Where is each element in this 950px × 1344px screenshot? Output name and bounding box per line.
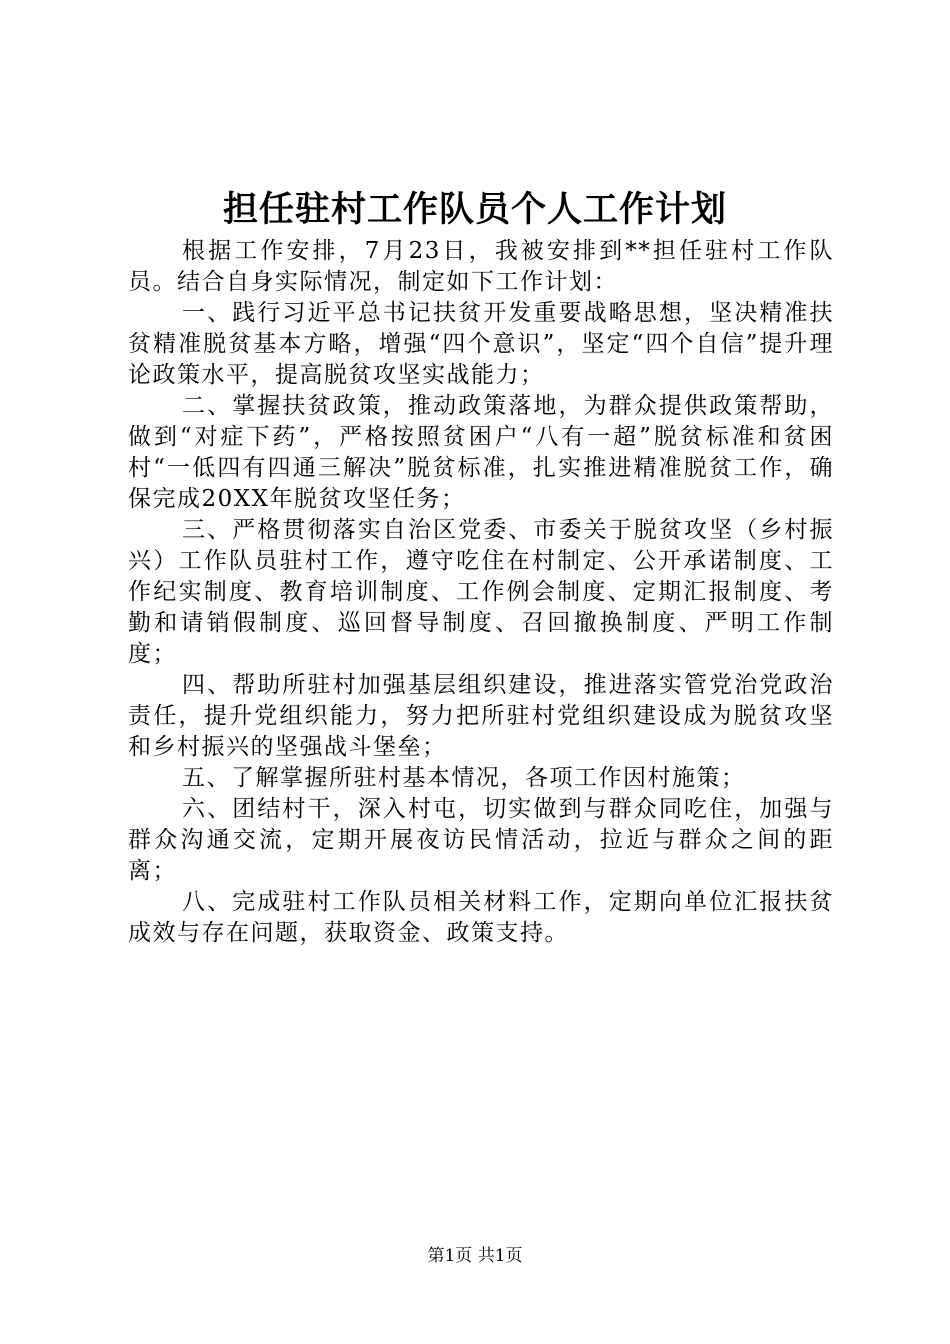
paragraph-item-5: 五、了解掌握所驻村基本情况，各项工作因村施策； bbox=[182, 765, 746, 791]
paragraph-item-8: 八、完成驻村工作队员相关材料工作，定期向单位汇报扶贫成效与存在问题，获取资金、政策支持。 bbox=[128, 889, 834, 946]
page-number-footer: 第1页 共1页 bbox=[427, 1246, 523, 1266]
paragraph-item-3: 三、严格贯彻落实自治区党委、市委关于脱贫攻坚（乡村振兴）工作队员驻村工作，遵守吃住在村制定、公开承诺制度、工作纪实制度、教育培训制度、工作例会制度、定期汇报制度、考勤和请销假制度、巡回督导制度、召回撤换制度、严明工作制度； bbox=[128, 517, 834, 667]
paragraph-item-2: 二、掌握扶贫政策，推动政策落地，为群众提供政策帮助，做到“对症下药”，严格按照贫困户“八有一超”脱贫标准和贫困村“一低四有四通三解决”脱贫标准，扎实推进精准脱贫工作，确保完成20XX年脱贫攻坚任务； bbox=[128, 393, 834, 512]
document-title: 担任驻村工作队员个人工作计划 bbox=[222, 189, 727, 230]
paragraph-intro: 根据工作安排，7月23日，我被安排到**担任驻村工作队员。结合自身实际情况，制定如下工作计划： bbox=[128, 238, 834, 295]
paragraph-item-1: 一、践行习近平总书记扶贫开发重要战略思想，坚决精准扶贫精准脱贫基本方略，增强“四个意识”，坚定“四个自信”提升理论政策水平，提高脱贫攻坚实战能力； bbox=[128, 300, 834, 388]
document-body bbox=[128, 236, 834, 949]
paragraph-item-4: 四、帮助所驻村加强基层组织建设，推进落实管党治党政治责任，提升党组织能力，努力把所驻村党组织建设成为脱贫攻坚和乡村振兴的坚强战斗堡垒； bbox=[128, 672, 834, 760]
paragraph-item-6: 六、团结村干，深入村屯，切实做到与群众同吃住，加强与群众沟通交流，定期开展夜访民情活动，拉近与群众之间的距离； bbox=[128, 796, 834, 884]
